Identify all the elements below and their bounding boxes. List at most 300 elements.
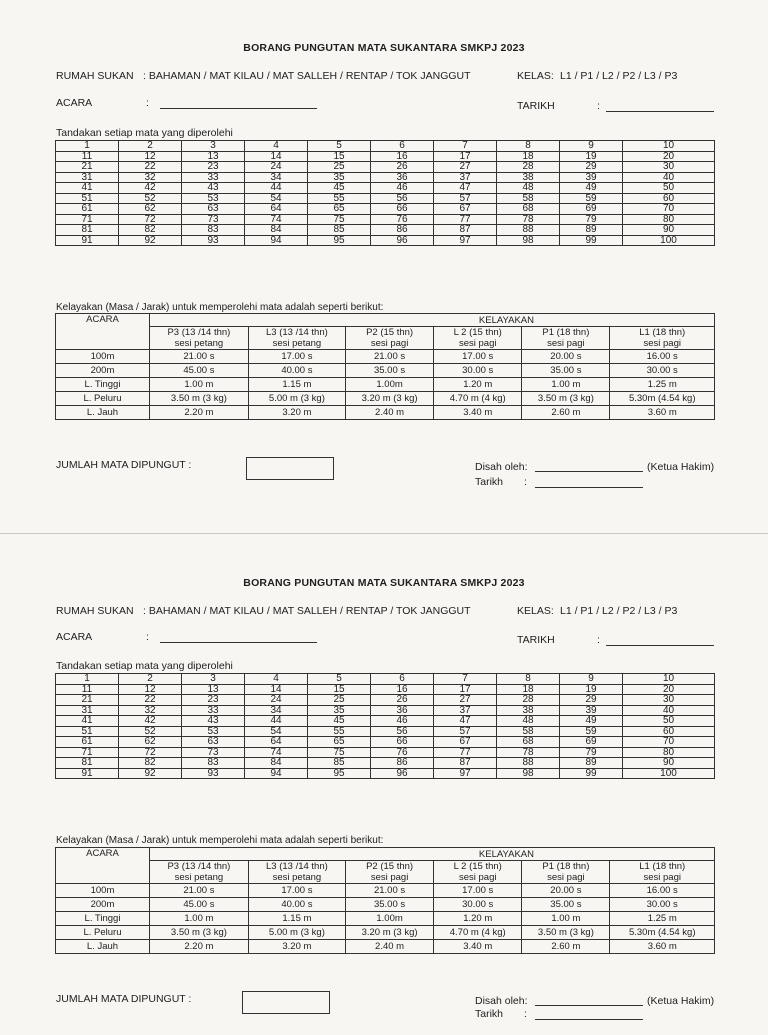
qual-value: 35.00 s — [522, 364, 610, 378]
tarikh-colon: : — [597, 634, 600, 646]
point-cell[interactable]: 6 — [371, 141, 434, 152]
point-cell[interactable]: 58 — [497, 726, 560, 737]
acara-input-line[interactable] — [160, 642, 317, 643]
qual-value: 20.00 s — [522, 350, 610, 364]
point-cell[interactable]: 94 — [245, 235, 308, 246]
class-header-line: P2 (15 thn) — [366, 861, 414, 872]
point-cell[interactable]: 27 — [434, 695, 497, 706]
qual-value: 3.20 m — [248, 406, 345, 420]
point-cell[interactable]: 22 — [119, 162, 182, 173]
acara-header: ACARA — [56, 314, 150, 350]
point-cell[interactable]: 15 — [308, 684, 371, 695]
point-cell[interactable]: 94 — [245, 768, 308, 779]
class-header-line: L 2 (15 thn) — [453, 327, 502, 338]
class-header-line: L3 (13 /14 thn) — [266, 327, 328, 338]
point-cell[interactable]: 56 — [371, 726, 434, 737]
point-cell[interactable]: 26 — [371, 162, 434, 173]
point-cell[interactable]: 63 — [182, 204, 245, 215]
point-cell[interactable]: 10 — [623, 674, 715, 685]
point-cell[interactable]: 68 — [497, 737, 560, 748]
point-cell[interactable]: 34 — [245, 172, 308, 183]
point-cell[interactable]: 66 — [371, 204, 434, 215]
point-cell[interactable]: 47 — [434, 183, 497, 194]
point-cell[interactable]: 56 — [371, 193, 434, 204]
point-cell[interactable]: 69 — [560, 204, 623, 215]
point-cell[interactable]: 40 — [623, 172, 715, 183]
tarikh-sign-label: Tarikh — [475, 1008, 504, 1020]
point-cell[interactable]: 21 — [56, 695, 119, 706]
point-cell[interactable]: 90 — [623, 225, 715, 236]
point-cell[interactable]: 49 — [560, 183, 623, 194]
point-cell[interactable]: 12 — [119, 151, 182, 162]
point-cell[interactable]: 79 — [560, 747, 623, 758]
point-cell[interactable]: 62 — [119, 737, 182, 748]
point-cell[interactable]: 61 — [56, 737, 119, 748]
point-cell[interactable]: 70 — [623, 737, 715, 748]
qual-value: 17.00 s — [248, 884, 345, 898]
point-cell[interactable]: 76 — [371, 747, 434, 758]
point-cell[interactable]: 48 — [497, 716, 560, 727]
point-cell[interactable]: 46 — [371, 183, 434, 194]
point-cell[interactable]: 99 — [560, 235, 623, 246]
point-cell[interactable]: 97 — [434, 768, 497, 779]
class-header — [150, 861, 249, 884]
point-cell[interactable]: 20 — [623, 684, 715, 695]
point-cell[interactable]: 9 — [560, 674, 623, 685]
point-cell[interactable]: 28 — [497, 695, 560, 706]
point-cell[interactable]: 36 — [371, 705, 434, 716]
points-row — [56, 204, 715, 215]
class-header — [434, 861, 522, 884]
acara-input-line[interactable] — [160, 108, 317, 109]
point-cell[interactable]: 31 — [56, 172, 119, 183]
qual-value: 35.00 s — [345, 898, 433, 912]
point-cell[interactable]: 1 — [56, 674, 119, 685]
class-header — [610, 861, 715, 884]
point-cell[interactable]: 29 — [560, 695, 623, 706]
point-cell[interactable]: 60 — [623, 193, 715, 204]
point-cell[interactable]: 67 — [434, 737, 497, 748]
event-name: L. Jauh — [56, 940, 150, 954]
event-name: L. Peluru — [56, 926, 150, 940]
point-cell[interactable]: 90 — [623, 758, 715, 769]
point-cell[interactable]: 78 — [497, 747, 560, 758]
point-cell[interactable]: 35 — [308, 705, 371, 716]
point-cell[interactable]: 28 — [497, 162, 560, 173]
points-row — [56, 235, 715, 246]
point-cell[interactable]: 75 — [308, 214, 371, 225]
qual-value: 45.00 s — [150, 898, 249, 912]
class-header — [434, 327, 522, 350]
point-cell[interactable]: 2 — [119, 141, 182, 152]
point-cell[interactable]: 88 — [497, 225, 560, 236]
point-cell[interactable]: 6 — [371, 674, 434, 685]
point-cell[interactable]: 81 — [56, 225, 119, 236]
session-header-line: sesi pagi — [547, 338, 585, 349]
point-cell[interactable]: 82 — [119, 758, 182, 769]
point-cell[interactable]: 50 — [623, 183, 715, 194]
qual-value: 5.30m (4.54 kg) — [610, 392, 715, 406]
qual-value: 3.50 m (3 kg) — [150, 926, 249, 940]
point-cell[interactable]: 55 — [308, 726, 371, 737]
point-cell[interactable]: 50 — [623, 716, 715, 727]
point-cell[interactable]: 24 — [245, 162, 308, 173]
point-cell[interactable]: 23 — [182, 695, 245, 706]
class-header — [150, 327, 249, 350]
qual-value: 1.15 m — [248, 378, 345, 392]
class-header-line: L 2 (15 thn) — [453, 861, 502, 872]
qualification-table — [55, 847, 715, 954]
point-cell[interactable]: 83 — [182, 758, 245, 769]
point-cell[interactable]: 4 — [245, 674, 308, 685]
point-cell[interactable]: 65 — [308, 737, 371, 748]
qual-value: 3.50 m (3 kg) — [522, 926, 610, 940]
point-cell[interactable]: 38 — [497, 705, 560, 716]
point-cell[interactable]: 7 — [434, 674, 497, 685]
tarikh-sign-line[interactable] — [535, 487, 643, 488]
point-cell[interactable]: 84 — [245, 758, 308, 769]
points-row — [56, 705, 715, 716]
point-cell[interactable]: 89 — [560, 225, 623, 236]
point-cell[interactable]: 82 — [119, 225, 182, 236]
point-cell[interactable]: 100 — [623, 768, 715, 779]
point-cell[interactable]: 33 — [182, 705, 245, 716]
jumlah-mata-box[interactable] — [242, 991, 330, 1014]
point-cell[interactable]: 71 — [56, 747, 119, 758]
point-cell[interactable]: 38 — [497, 172, 560, 183]
tarikh-sign-line[interactable] — [535, 1019, 643, 1020]
acara-label: ACARA — [56, 97, 93, 109]
point-cell[interactable]: 10 — [623, 141, 715, 152]
class-header-line: P1 (18 thn) — [542, 327, 590, 338]
point-cell[interactable]: 77 — [434, 214, 497, 225]
point-cell[interactable]: 22 — [119, 695, 182, 706]
point-cell[interactable]: 64 — [245, 737, 308, 748]
qual-value: 40.00 s — [248, 364, 345, 378]
point-cell[interactable]: 73 — [182, 747, 245, 758]
point-cell[interactable]: 66 — [371, 737, 434, 748]
point-cell[interactable]: 72 — [119, 214, 182, 225]
qualification-caption: Kelayakan (Masa / Jarak) untuk memperolehi mata adalah seperti berikut: — [56, 302, 384, 313]
kelas-label: KELAS: — [517, 605, 554, 617]
point-cell[interactable]: 96 — [371, 235, 434, 246]
acara-label: ACARA — [56, 631, 93, 643]
point-cell[interactable]: 34 — [245, 705, 308, 716]
point-cell[interactable]: 68 — [497, 204, 560, 215]
point-cell[interactable]: 93 — [182, 235, 245, 246]
point-cell[interactable]: 57 — [434, 726, 497, 737]
point-cell[interactable]: 30 — [623, 695, 715, 706]
point-cell[interactable]: 96 — [371, 768, 434, 779]
point-cell[interactable]: 80 — [623, 214, 715, 225]
point-cell[interactable]: 25 — [308, 695, 371, 706]
qual-value: 3.40 m — [434, 940, 522, 954]
disah-oleh-label: Disah oleh: — [475, 461, 528, 473]
points-row — [56, 193, 715, 204]
points-row — [56, 747, 715, 758]
point-cell[interactable]: 71 — [56, 214, 119, 225]
point-cell[interactable]: 92 — [119, 235, 182, 246]
point-cell[interactable]: 43 — [182, 183, 245, 194]
points-row — [56, 172, 715, 183]
point-cell[interactable]: 26 — [371, 695, 434, 706]
class-header-line: L1 (18 thn) — [639, 327, 686, 338]
qual-value: 1.00 m — [150, 378, 249, 392]
point-cell[interactable]: 23 — [182, 162, 245, 173]
point-cell[interactable]: 87 — [434, 758, 497, 769]
point-cell[interactable]: 19 — [560, 684, 623, 695]
point-cell[interactable]: 91 — [56, 768, 119, 779]
point-cell[interactable]: 32 — [119, 172, 182, 183]
point-cell[interactable]: 59 — [560, 193, 623, 204]
qual-value: 4.70 m (4 kg) — [434, 392, 522, 406]
point-cell[interactable]: 36 — [371, 172, 434, 183]
point-cell[interactable]: 91 — [56, 235, 119, 246]
point-cell[interactable]: 93 — [182, 768, 245, 779]
point-cell[interactable]: 7 — [434, 141, 497, 152]
acara-colon: : — [146, 97, 149, 109]
qual-value: 16.00 s — [610, 350, 715, 364]
point-cell[interactable]: 18 — [497, 684, 560, 695]
point-cell[interactable]: 86 — [371, 225, 434, 236]
disah-oleh-line[interactable] — [535, 1005, 643, 1006]
point-cell[interactable]: 15 — [308, 151, 371, 162]
point-cell[interactable]: 55 — [308, 193, 371, 204]
event-name: L. Peluru — [56, 392, 150, 406]
tarikh-input-line[interactable] — [606, 111, 714, 112]
point-cell[interactable]: 14 — [245, 151, 308, 162]
point-cell[interactable]: 32 — [119, 705, 182, 716]
points-caption: Tandakan setiap mata yang diperolehi — [56, 127, 233, 139]
jumlah-mata-box[interactable] — [246, 457, 334, 480]
point-cell[interactable]: 16 — [371, 684, 434, 695]
qual-value: 40.00 s — [248, 898, 345, 912]
point-cell[interactable]: 47 — [434, 716, 497, 727]
qual-value: 2.60 m — [522, 940, 610, 954]
point-cell[interactable]: 69 — [560, 737, 623, 748]
point-cell[interactable]: 59 — [560, 726, 623, 737]
point-cell[interactable]: 58 — [497, 193, 560, 204]
point-cell[interactable]: 5 — [308, 674, 371, 685]
points-table — [55, 140, 715, 246]
point-cell[interactable]: 65 — [308, 204, 371, 215]
point-cell[interactable]: 98 — [497, 768, 560, 779]
point-cell[interactable]: 19 — [560, 151, 623, 162]
point-cell[interactable]: 72 — [119, 747, 182, 758]
point-cell[interactable]: 30 — [623, 162, 715, 173]
point-cell[interactable]: 61 — [56, 204, 119, 215]
point-cell[interactable]: 42 — [119, 183, 182, 194]
point-cell[interactable]: 62 — [119, 204, 182, 215]
point-cell[interactable]: 99 — [560, 768, 623, 779]
session-header-line: sesi pagi — [370, 338, 409, 349]
point-cell[interactable]: 48 — [497, 183, 560, 194]
tarikh-sign-colon: : — [524, 1008, 527, 1020]
point-cell[interactable]: 64 — [245, 204, 308, 215]
event-name: 200m — [56, 364, 150, 378]
point-cell[interactable]: 2 — [119, 674, 182, 685]
jumlah-mata-label: JUMLAH MATA DIPUNGUT : — [56, 459, 192, 471]
qual-row — [56, 392, 715, 406]
point-cell[interactable]: 41 — [56, 716, 119, 727]
point-cell[interactable]: 70 — [623, 204, 715, 215]
qual-value: 3.60 m — [610, 940, 715, 954]
point-cell[interactable]: 83 — [182, 225, 245, 236]
point-cell[interactable]: 27 — [434, 162, 497, 173]
point-cell[interactable]: 95 — [308, 768, 371, 779]
point-cell[interactable]: 8 — [497, 674, 560, 685]
point-cell[interactable]: 29 — [560, 162, 623, 173]
point-cell[interactable]: 13 — [182, 151, 245, 162]
point-cell[interactable]: 20 — [623, 151, 715, 162]
qual-value: 1.15 m — [248, 912, 345, 926]
tarikh-colon: : — [597, 100, 600, 112]
point-cell[interactable]: 18 — [497, 151, 560, 162]
point-cell[interactable]: 88 — [497, 758, 560, 769]
point-cell[interactable]: 54 — [245, 193, 308, 204]
point-cell[interactable]: 95 — [308, 235, 371, 246]
point-cell[interactable]: 74 — [245, 747, 308, 758]
point-cell[interactable]: 54 — [245, 726, 308, 737]
point-cell[interactable]: 3 — [182, 674, 245, 685]
point-cell[interactable]: 17 — [434, 151, 497, 162]
point-cell[interactable]: 37 — [434, 172, 497, 183]
point-cell[interactable]: 67 — [434, 204, 497, 215]
point-cell[interactable]: 81 — [56, 758, 119, 769]
point-cell[interactable]: 84 — [245, 225, 308, 236]
point-cell[interactable]: 12 — [119, 684, 182, 695]
rumah-sukan-label: RUMAH SUKAN — [56, 605, 134, 617]
point-cell[interactable]: 53 — [182, 726, 245, 737]
point-cell[interactable]: 51 — [56, 193, 119, 204]
point-cell[interactable]: 51 — [56, 726, 119, 737]
point-cell[interactable]: 53 — [182, 193, 245, 204]
point-cell[interactable]: 49 — [560, 716, 623, 727]
point-cell[interactable]: 9 — [560, 141, 623, 152]
point-cell[interactable]: 35 — [308, 172, 371, 183]
point-cell[interactable]: 87 — [434, 225, 497, 236]
class-header-line: L3 (13 /14 thn) — [266, 861, 328, 872]
qual-value: 3.50 m (3 kg) — [522, 392, 610, 406]
qual-value: 4.70 m (4 kg) — [434, 926, 522, 940]
class-header — [610, 327, 715, 350]
point-cell[interactable]: 63 — [182, 737, 245, 748]
qual-row — [56, 378, 715, 392]
point-cell[interactable]: 43 — [182, 716, 245, 727]
point-cell[interactable]: 78 — [497, 214, 560, 225]
form-title: BORANG PUNGUTAN MATA SUKANTARA SMKPJ 2023 — [243, 577, 525, 589]
points-row — [56, 141, 715, 152]
point-cell[interactable]: 39 — [560, 172, 623, 183]
point-cell[interactable]: 92 — [119, 768, 182, 779]
point-cell[interactable]: 52 — [119, 726, 182, 737]
qual-value: 45.00 s — [150, 364, 249, 378]
qual-value: 35.00 s — [345, 364, 433, 378]
class-header — [522, 861, 610, 884]
point-cell[interactable]: 89 — [560, 758, 623, 769]
point-cell[interactable]: 24 — [245, 695, 308, 706]
point-cell[interactable]: 76 — [371, 214, 434, 225]
qual-value: 1.25 m — [610, 912, 715, 926]
point-cell[interactable]: 25 — [308, 162, 371, 173]
point-cell[interactable]: 77 — [434, 747, 497, 758]
event-name: 100m — [56, 884, 150, 898]
point-cell[interactable]: 11 — [56, 151, 119, 162]
point-cell[interactable]: 97 — [434, 235, 497, 246]
point-cell[interactable]: 75 — [308, 747, 371, 758]
point-cell[interactable]: 73 — [182, 214, 245, 225]
point-cell[interactable]: 44 — [245, 183, 308, 194]
point-cell[interactable]: 45 — [308, 716, 371, 727]
point-cell[interactable]: 85 — [308, 225, 371, 236]
point-cell[interactable]: 21 — [56, 162, 119, 173]
point-cell[interactable]: 46 — [371, 716, 434, 727]
rumah-sukan-label: RUMAH SUKAN — [56, 70, 134, 82]
point-cell[interactable]: 57 — [434, 193, 497, 204]
points-row — [56, 151, 715, 162]
point-cell[interactable]: 44 — [245, 716, 308, 727]
class-header-line: P2 (15 thn) — [366, 327, 414, 338]
kelayakan-header: KELAYAKAN — [150, 848, 715, 861]
point-cell[interactable]: 17 — [434, 684, 497, 695]
point-cell[interactable]: 52 — [119, 193, 182, 204]
point-cell[interactable]: 60 — [623, 726, 715, 737]
session-header-line: sesi pagi — [370, 872, 409, 883]
point-cell[interactable]: 86 — [371, 758, 434, 769]
point-cell[interactable]: 41 — [56, 183, 119, 194]
point-cell[interactable]: 14 — [245, 684, 308, 695]
qual-subheader-row — [56, 327, 715, 350]
qualification-caption: Kelayakan (Masa / Jarak) untuk memperolehi mata adalah seperti berikut: — [56, 835, 384, 846]
point-cell[interactable]: 33 — [182, 172, 245, 183]
point-cell[interactable]: 42 — [119, 716, 182, 727]
point-cell[interactable]: 98 — [497, 235, 560, 246]
point-cell[interactable]: 39 — [560, 705, 623, 716]
point-cell[interactable]: 80 — [623, 747, 715, 758]
point-cell[interactable]: 45 — [308, 183, 371, 194]
point-cell[interactable]: 74 — [245, 214, 308, 225]
point-cell[interactable]: 4 — [245, 141, 308, 152]
point-cell[interactable]: 8 — [497, 141, 560, 152]
ketua-hakim-label: (Ketua Hakim) — [647, 461, 715, 473]
point-cell[interactable]: 85 — [308, 758, 371, 769]
point-cell[interactable]: 40 — [623, 705, 715, 716]
point-cell[interactable]: 100 — [623, 235, 715, 246]
point-cell[interactable]: 37 — [434, 705, 497, 716]
disah-oleh-label: Disah oleh: — [475, 995, 528, 1007]
point-cell[interactable]: 13 — [182, 684, 245, 695]
point-cell[interactable]: 31 — [56, 705, 119, 716]
qual-value: 1.00m — [345, 378, 433, 392]
qual-value: 3.60 m — [610, 406, 715, 420]
point-cell[interactable]: 1 — [56, 141, 119, 152]
points-row — [56, 726, 715, 737]
point-cell[interactable]: 11 — [56, 684, 119, 695]
disah-oleh-line[interactable] — [535, 471, 643, 472]
class-header-line: P3 (13 /14 thn) — [167, 327, 231, 338]
point-cell[interactable]: 5 — [308, 141, 371, 152]
kelayakan-header: KELAYAKAN — [150, 314, 715, 327]
point-cell[interactable]: 16 — [371, 151, 434, 162]
point-cell[interactable]: 3 — [182, 141, 245, 152]
qualification-table — [55, 313, 715, 420]
point-cell[interactable]: 79 — [560, 214, 623, 225]
qual-value: 1.00 m — [522, 378, 610, 392]
qual-value: 3.20 m — [248, 940, 345, 954]
tarikh-input-line[interactable] — [606, 645, 714, 646]
qual-value: 2.60 m — [522, 406, 610, 420]
qual-value: 1.20 m — [434, 912, 522, 926]
